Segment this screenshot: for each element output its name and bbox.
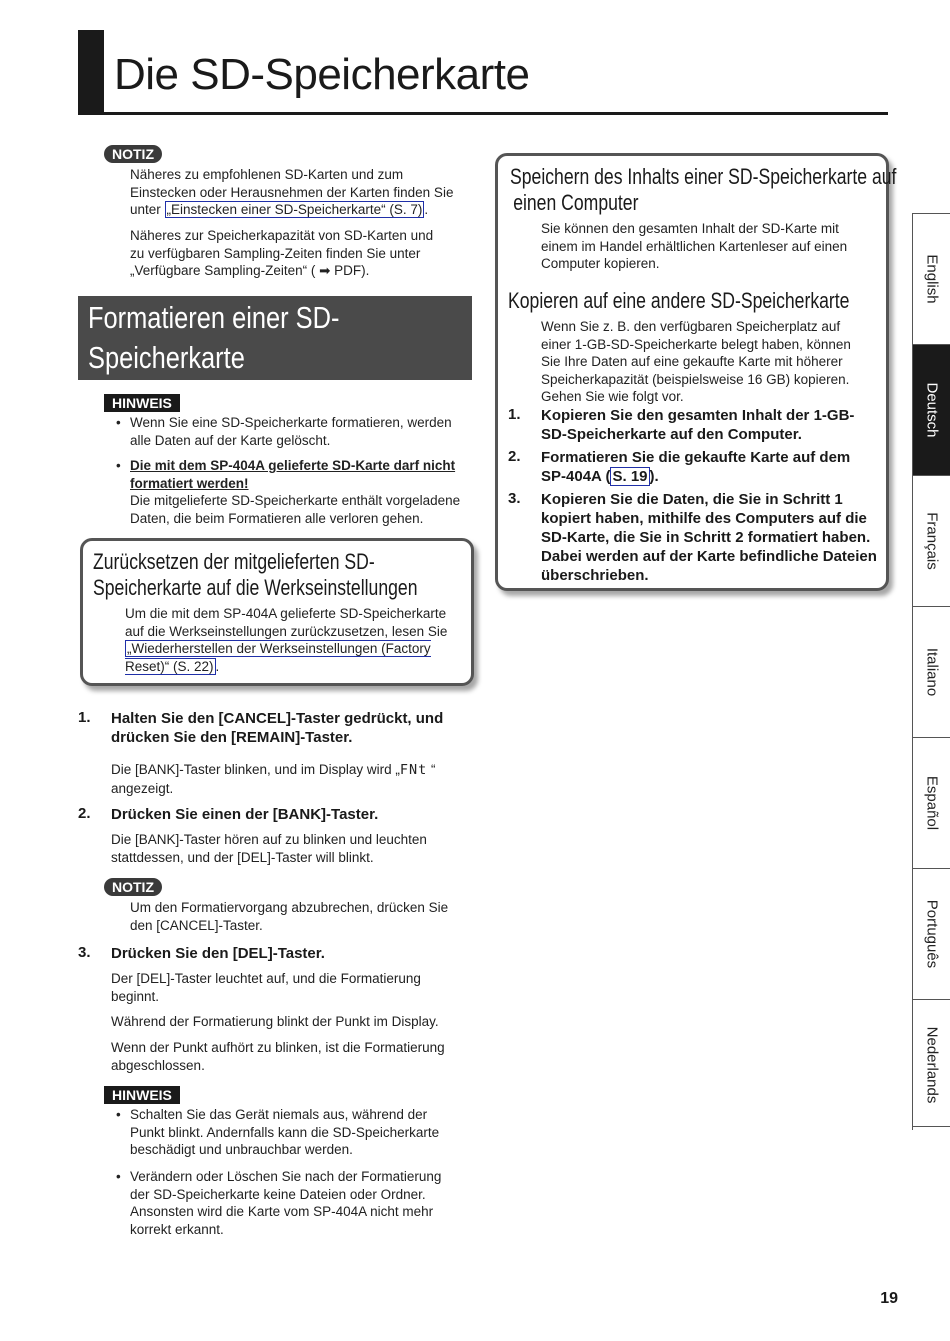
notiz-text-2: Näheres zur Speicherkapazität von SD-Karten und zu verfügbaren Sampling-Zeiten finden Sie unter „Verfügbare Sampling-Zeiten“ ( ➡ PDF).	[130, 228, 434, 278]
save-step-2-text: Formatieren Sie die gekaufte Karte auf dem SP-404A ( S. 19 ).	[541, 449, 851, 485]
notiz-badge-2: NOTIZ	[104, 878, 162, 896]
save-card-subtext: Wenn Sie z. B. den verfügbaren Speicherplatz auf einer 1-GB-SD-Speicherkarte belegt haben, können Sie Ihre Daten auf eine gekaufte Karte mit höherer Speicherkapazität (beispielsweise 16 GB) kopieren. Gehen Sie wie folgt vor.	[541, 319, 851, 404]
step-1-desc: Die [BANK]-Taster blinken, und im Display wird „FNt “ angezeigt.	[111, 762, 436, 796]
save-card-subtitle: Kopieren auf eine andere SD-Speicherkarte	[508, 288, 850, 313]
step-3-title: Drücken Sie den [DEL]-Taster.	[111, 945, 325, 962]
hinweis2-bullet-2: • Verändern oder Löschen Sie nach der Formatierung der SD-Speicherkarte keine Dateien oder Ordner. Ansonsten wird die Karte vom SP-404A nicht mehr korrekt erkannt.	[130, 1168, 460, 1238]
hinweis-badge: HINWEIS	[104, 394, 180, 412]
display-fnt: FNt	[399, 762, 428, 778]
save-step-1-text: Kopieren Sie den gesamten Inhalt der 1-GB-SD-Speicherkarte auf den Computer.	[541, 407, 855, 443]
reset-card-title: Zurücksetzen der mitgelieferten SD- Speicherkarte auf die Werkseinstellungen	[93, 549, 418, 600]
notiz-text-3: Um den Formatiervorgang abzubrechen, drücken Sie den [CANCEL]-Taster.	[130, 900, 449, 933]
tab-espanol[interactable]: Español	[912, 737, 950, 868]
save-card-text: Sie können den gesamten Inhalt der SD-Karte mit einem im Handel erhältlichen Kartenleser auf einen Computer kopieren.	[541, 221, 848, 271]
title-rule	[78, 112, 888, 115]
link-factory-reset[interactable]: „Wiederherstellen der Werkseinstellungen (Factory Reset)“ (S. 22)	[125, 641, 431, 674]
title-accent-bar	[78, 30, 104, 114]
step-2-number: 2.	[78, 805, 91, 822]
hinweis-bullet-2: • Die mit dem SP-404A gelieferte SD-Karte darf nicht formatiert werden! Die mitgelieferte SD-Speicherkarte enthält vorgeladene Daten, die beim Formatieren alle verloren gehen.	[130, 457, 475, 527]
step-2-title: Drücken Sie einen der [BANK]-Taster.	[111, 806, 379, 823]
step-1-title: Halten Sie den [CANCEL]-Taster gedrückt, und drücken Sie den [REMAIN]-Taster.	[111, 710, 444, 746]
page-title: Die SD-Speicherkarte	[114, 50, 530, 99]
reset-card-text: Um die mit dem SP-404A gelieferte SD-Speicherkarte auf die Werkseinstellungen zurückzusetzen, lesen Sie „Wiederherstellen der Werkseinstellungen (Factory Reset)“ (S. 22) .	[125, 606, 448, 674]
step-3-desc-1: Der [DEL]-Taster leuchtet auf, und die Formatierung beginnt.	[111, 971, 421, 1004]
notiz-badge: NOTIZ	[104, 145, 162, 163]
link-einstecken[interactable]: „Einstecken einer SD-Speicherkarte“ (S. 7)	[166, 202, 423, 217]
page-number: 19	[880, 1290, 898, 1307]
save-step-2-number: 2.	[508, 448, 521, 465]
step-1-number: 1.	[78, 709, 91, 726]
step-3-desc-2: Während der Formatierung blinkt der Punkt im Display.	[111, 1014, 439, 1029]
step-3-number: 3.	[78, 944, 91, 961]
save-step-1-number: 1.	[508, 406, 521, 423]
section-heading-formatieren: Formatieren einer SD- Speicherkarte	[78, 296, 472, 380]
tab-portugues[interactable]: Português	[912, 868, 950, 999]
link-s19[interactable]: S. 19	[612, 468, 648, 485]
save-step-3-text: Kopieren Sie die Daten, die Sie in Schritt 1 kopiert haben, mithilfe des Computers auf die SD-Karte, die Sie in Schritt 2 formatiert haben. Dabei werden auf der Karte befindliche Dateien überschrieben.	[541, 491, 877, 584]
notiz-text-1: Näheres zu empfohlenen SD-Karten und zum Einstecken oder Herausnehmen der Karten finden Sie unter „Einstecken einer SD-Speicherkarte“ (S. 7) .	[130, 167, 454, 217]
hinweis-badge-2: HINWEIS	[104, 1086, 180, 1104]
tabs-bottom-rule	[912, 1126, 950, 1127]
save-step-3-number: 3.	[508, 490, 521, 507]
save-card-title: Speichern des Inhalts einer SD-Speicherkarte auf einen Computer	[510, 164, 897, 215]
tab-english[interactable]: English	[912, 213, 950, 344]
step-3-desc-3: Wenn der Punkt aufhört zu blinken, ist die Formatierung abgeschlossen.	[111, 1040, 445, 1073]
step-2-desc: Die [BANK]-Taster hören auf zu blinken und leuchten stattdessen, und der [DEL]-Taster will blinkt.	[111, 832, 427, 865]
tab-francais[interactable]: Français	[912, 475, 950, 606]
hinweis-bullet-1: • Wenn Sie eine SD-Speicherkarte formatieren, werden alle Daten auf der Karte gelöscht.	[130, 414, 470, 449]
tab-italiano[interactable]: Italiano	[912, 606, 950, 737]
tab-nederlands[interactable]: Nederlands	[912, 999, 950, 1130]
tab-deutsch[interactable]: Deutsch	[912, 344, 950, 475]
hinweis2-bullet-1: • Schalten Sie das Gerät niemals aus, während der Punkt blinkt. Andernfalls kann die SD-Speicherkarte beschädigt und unbrauchbar werden.	[130, 1106, 460, 1159]
save-card	[495, 153, 897, 591]
reset-card	[80, 538, 474, 686]
